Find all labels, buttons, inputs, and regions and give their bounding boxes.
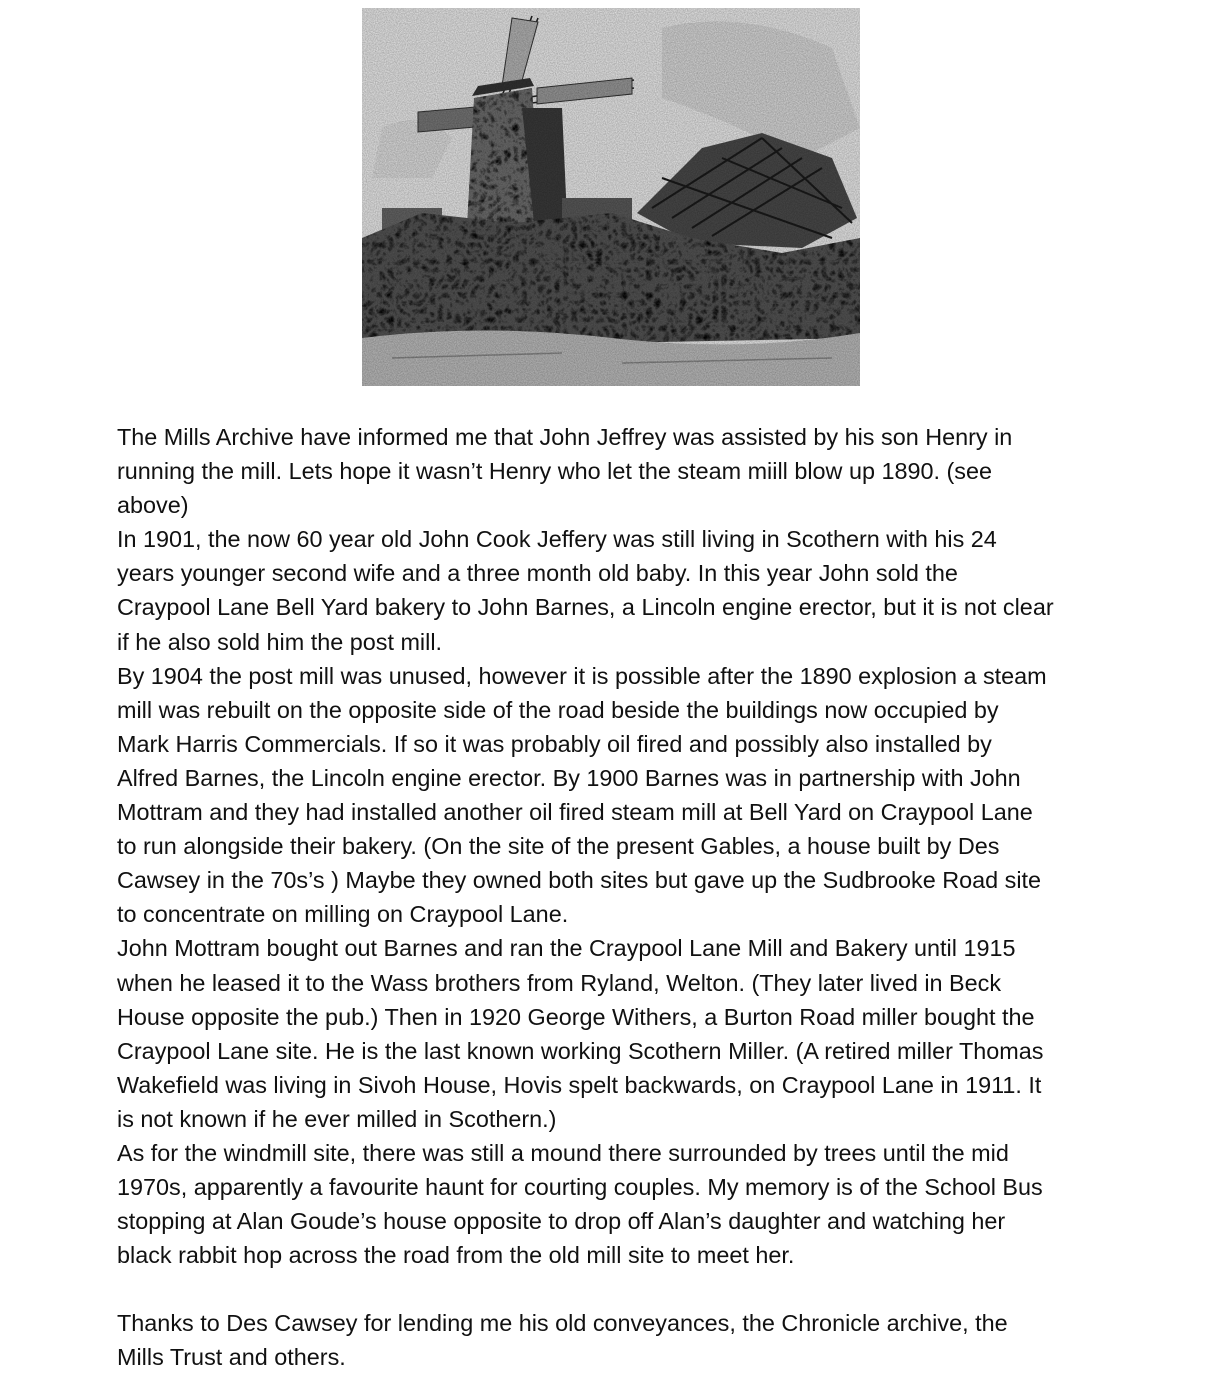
paragraph: As for the windmill site, there was still a mound there surrounded by trees until the mid 1970s, apparently a favourite haunt for courting couples. My memory is of the School Bus stopping at Alan Goude’s house opposite to drop off Alan’s daughter and watching her black rabbit hop across the road from the old mill site to meet her. <box>117 1139 1043 1269</box>
paragraph: The Mills Archive have informed me that John Jeffrey was assisted by his son Henry in running the mill. Lets hope it wasn’t Henry who let the steam miill blow up 1890. (see above) <box>117 424 1013 519</box>
paragraph: By 1904 the post mill was unused, however it is possible after the 1890 explosion a steam mill was rebuilt on the opposite side of the road beside the buildings now occupied by Mark Harris Commercials. If so it was probably oil fired and possibly also installed by Alfred Barnes, the Lincoln engine erector. By 1900 Barnes was in partnership with John Mottram and they had installed another oil fired steam mill at Bell Yard on Craypool Lane to run alongside their bakery. (On the site of the present Gables, a house built by Des Cawsey in the 70s’s ) Maybe they owned both sites but gave up the Sudbrooke Road site to concentrate on milling on Craypool Lane. <box>117 662 1047 928</box>
article-body <box>117 420 1117 1375</box>
paragraph: John Mottram bought out Barnes and ran the Craypool Lane Mill and Bakery until 1915 when he leased it to the Wass brothers from Ryland, Welton. (They later lived in Beck House opposite the pub.) Then in 1920 George Withers, a Burton Road miller bought the Craypool Lane site. He is the last known working Scothern Miller. (A retired miller Thomas Wakefield was living in Sivoh House, Hovis spelt backwards, on Craypool Lane in 1911. It is not known if he ever milled in Scothern.) <box>117 935 1044 1132</box>
acknowledgements: Thanks to Des Cawsey for lending me his old conveyances, the Chronicle archive, the Mills Trust and others. <box>117 1310 1008 1371</box>
paragraph: In 1901, the now 60 year old John Cook Jeffery was still living in Scothern with his 24 years younger second wife and a three month old baby. In this year John sold the Craypool Lane Bell Yard bakery to John Barnes, a Lincoln engine erector, but it is not clear if he also sold him the post mill. <box>117 526 1054 655</box>
windmill-illustration <box>362 8 860 386</box>
windmill-sketch-icon <box>362 8 860 386</box>
